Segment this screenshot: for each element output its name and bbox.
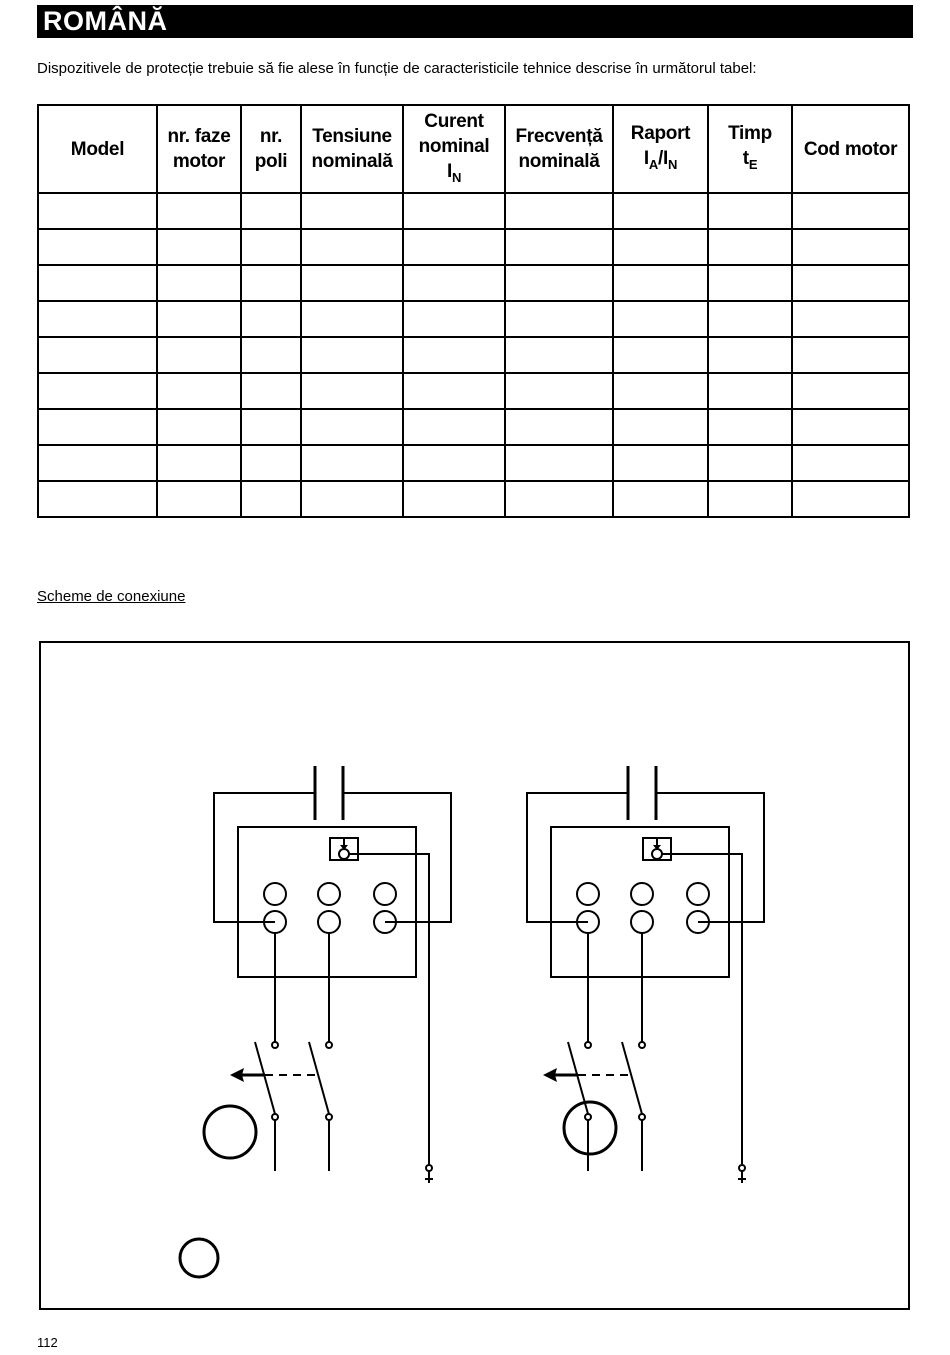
connection-scheme-right bbox=[527, 766, 764, 1183]
table-cell bbox=[403, 409, 505, 445]
table-row bbox=[38, 409, 909, 445]
table-cell bbox=[792, 265, 909, 301]
table-cell bbox=[403, 301, 505, 337]
table-cell bbox=[241, 301, 301, 337]
table-cell bbox=[301, 373, 403, 409]
table-cell bbox=[792, 301, 909, 337]
table-body bbox=[38, 193, 909, 517]
connection-schemes-heading: Scheme de conexiune bbox=[37, 588, 186, 605]
table-cell bbox=[157, 409, 241, 445]
table-row bbox=[38, 193, 909, 229]
table-cell bbox=[613, 481, 708, 517]
table-cell bbox=[241, 481, 301, 517]
table-cell bbox=[792, 445, 909, 481]
table-cell bbox=[241, 337, 301, 373]
table-cell bbox=[157, 481, 241, 517]
circle-marker-bottom bbox=[180, 1239, 218, 1277]
table-cell bbox=[708, 445, 792, 481]
col-header-ratio: Raport $I_A/I_N$ bbox=[613, 105, 708, 193]
table-row bbox=[38, 481, 909, 517]
table-row bbox=[38, 301, 909, 337]
table-cell bbox=[792, 481, 909, 517]
table-cell bbox=[403, 193, 505, 229]
table-cell bbox=[505, 301, 613, 337]
table-cell bbox=[792, 337, 909, 373]
table-cell bbox=[708, 193, 792, 229]
table-cell bbox=[241, 445, 301, 481]
table-cell bbox=[241, 409, 301, 445]
table-cell bbox=[301, 301, 403, 337]
table-cell bbox=[38, 337, 157, 373]
table-cell bbox=[505, 373, 613, 409]
table-cell bbox=[708, 373, 792, 409]
table-cell bbox=[613, 373, 708, 409]
table-cell bbox=[157, 337, 241, 373]
table-cell bbox=[301, 193, 403, 229]
table-cell bbox=[792, 373, 909, 409]
table-cell bbox=[403, 481, 505, 517]
table-cell bbox=[157, 229, 241, 265]
protection-spec-table bbox=[37, 104, 910, 518]
table-cell bbox=[157, 193, 241, 229]
table-cell bbox=[301, 409, 403, 445]
table-cell bbox=[241, 193, 301, 229]
table-cell bbox=[708, 301, 792, 337]
table-cell bbox=[38, 445, 157, 481]
table-cell bbox=[403, 373, 505, 409]
table-cell bbox=[505, 445, 613, 481]
table-cell bbox=[301, 481, 403, 517]
connection-diagram-frame bbox=[39, 641, 910, 1310]
table-cell bbox=[708, 481, 792, 517]
page-number: 112 bbox=[37, 1335, 58, 1350]
table-cell bbox=[792, 229, 909, 265]
table-cell bbox=[505, 481, 613, 517]
table-cell bbox=[792, 193, 909, 229]
table-row bbox=[38, 265, 909, 301]
table-cell bbox=[38, 193, 157, 229]
table-cell bbox=[613, 265, 708, 301]
connection-diagram bbox=[41, 643, 908, 1308]
col-header-time: Timp $t_E$ bbox=[708, 105, 792, 193]
table-cell bbox=[613, 337, 708, 373]
table-cell bbox=[505, 337, 613, 373]
table-cell bbox=[301, 229, 403, 265]
col-header-phases: nr. faze motor bbox=[157, 105, 241, 193]
col-header-frequency: Frecvență nominală bbox=[505, 105, 613, 193]
table-cell bbox=[708, 409, 792, 445]
table-cell bbox=[301, 337, 403, 373]
table-row bbox=[38, 229, 909, 265]
table-cell bbox=[38, 265, 157, 301]
table-cell bbox=[403, 229, 505, 265]
table-cell bbox=[613, 409, 708, 445]
table-cell bbox=[505, 229, 613, 265]
table-cell bbox=[505, 409, 613, 445]
col-header-voltage: Tensiune nominală bbox=[301, 105, 403, 193]
table-header-row bbox=[38, 105, 909, 193]
table-cell bbox=[505, 265, 613, 301]
intro-text: Dispozitivele de protecție trebuie să fie alese în funcție de caracteristicile tehnice descrise în următorul tabel: bbox=[37, 60, 757, 77]
table-cell bbox=[301, 265, 403, 301]
table-cell bbox=[157, 301, 241, 337]
table-cell bbox=[613, 193, 708, 229]
circle-marker-right bbox=[564, 1102, 616, 1154]
col-header-model: Model bbox=[38, 105, 157, 193]
table-cell bbox=[403, 337, 505, 373]
table-cell bbox=[403, 445, 505, 481]
table-cell bbox=[241, 265, 301, 301]
table-cell bbox=[505, 193, 613, 229]
table-row bbox=[38, 373, 909, 409]
table-cell bbox=[38, 229, 157, 265]
table-cell bbox=[38, 373, 157, 409]
connection-scheme-left bbox=[204, 766, 451, 1183]
table-cell bbox=[157, 445, 241, 481]
col-header-current: Curent nominal $I_N$ bbox=[403, 105, 505, 193]
table-cell bbox=[708, 229, 792, 265]
table-cell bbox=[241, 229, 301, 265]
col-header-poles: nr. poli bbox=[241, 105, 301, 193]
table-cell bbox=[38, 409, 157, 445]
table-cell bbox=[301, 445, 403, 481]
table-cell bbox=[613, 229, 708, 265]
col-header-motor-code: Cod motor bbox=[792, 105, 909, 193]
table-cell bbox=[613, 301, 708, 337]
table-cell bbox=[792, 409, 909, 445]
table-cell bbox=[38, 481, 157, 517]
table-cell bbox=[613, 445, 708, 481]
section-title: ROMÂNĂ bbox=[37, 5, 913, 38]
table-row bbox=[38, 337, 909, 373]
table-cell bbox=[157, 265, 241, 301]
table-cell bbox=[157, 373, 241, 409]
table-cell bbox=[241, 373, 301, 409]
circle-marker-left bbox=[204, 1106, 256, 1158]
table-cell bbox=[403, 265, 505, 301]
table-cell bbox=[708, 337, 792, 373]
table-row bbox=[38, 445, 909, 481]
table-cell bbox=[708, 265, 792, 301]
table-cell bbox=[38, 301, 157, 337]
